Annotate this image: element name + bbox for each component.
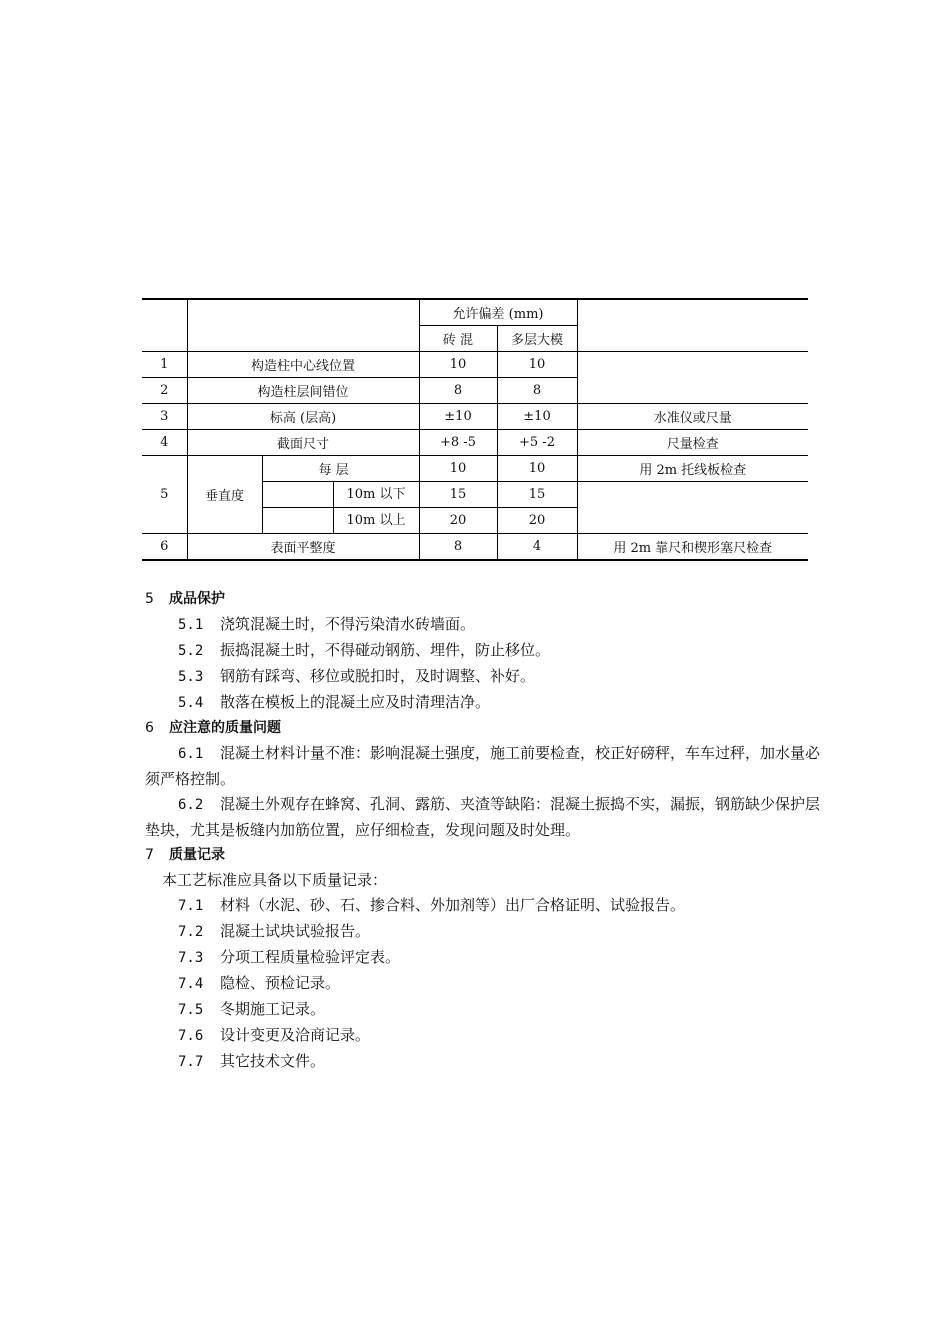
- header-multi: 多层大模: [497, 326, 577, 352]
- list-item: 7.4 隐检、预检记录。: [178, 974, 341, 992]
- row-item: 构造柱层间错位: [187, 378, 419, 404]
- row-item: 截面尺寸: [187, 430, 419, 456]
- row-item: 表面平整度: [187, 534, 419, 561]
- row-method: [577, 482, 808, 534]
- body-text: [145, 587, 820, 1075]
- list-item: 7.7 其它技术文件。: [178, 1052, 326, 1070]
- row-item: 垂直度: [187, 456, 262, 534]
- header-no-cell: [142, 299, 187, 352]
- row-method: [577, 352, 808, 378]
- row-brick: 8: [419, 378, 497, 404]
- row-brick: 10: [419, 456, 497, 482]
- height-split-cell: [262, 482, 419, 508]
- row-method: 用 2m 托线板检查: [577, 456, 808, 482]
- row-multi: 20: [497, 508, 577, 534]
- height-split-cell: [262, 508, 419, 534]
- list-item: 7.6 设计变更及洽商记录。: [178, 1026, 371, 1044]
- row-method: 尺量检查: [577, 430, 808, 456]
- list-item: 7.1 材料（水泥、砂、石、掺合料、外加剂等）出厂合格证明、试验报告。: [178, 896, 686, 914]
- row-multi: +5 -2: [497, 430, 577, 456]
- paragraph: 6.1 混凝土材料计量不准：影响混凝土强度，施工前要检查，校正好磅秤，车车过秤，加水量必须严格控制。: [145, 744, 821, 788]
- paragraph: 6.2 混凝土外观存在蜂窝、孔洞、露筋、夹渣等缺陷：混凝土振捣不实，漏振，钢筋缺少保护层垫块，尤其是板缝内加筋位置，应仔细检查，发现问题及时处理。: [145, 795, 821, 839]
- per-floor-label: 每 层: [262, 456, 419, 482]
- row-item: 构造柱中心线位置: [187, 352, 419, 378]
- section-heading: 7 质量记录: [145, 847, 225, 863]
- row-brick: 20: [419, 508, 497, 534]
- table-row: [142, 404, 808, 430]
- header-allowed-deviation: 允许偏差 (mm): [419, 299, 577, 326]
- table-row: [142, 352, 808, 378]
- tolerance-table: [142, 298, 808, 561]
- section-heading: 5 成品保护: [145, 591, 225, 607]
- list-item: 5.3 钢筋有踩弯、移位或脱扣时，及时调整、补好。: [178, 667, 536, 685]
- row-no: 6: [142, 534, 187, 561]
- list-item: 7.5 冬期施工记录。: [178, 1000, 326, 1018]
- table-row: [142, 534, 808, 561]
- row-method: [577, 378, 808, 404]
- above-10m-label: 10m 以上: [346, 513, 406, 528]
- row-brick: 8: [419, 534, 497, 561]
- header-item-cell: [187, 299, 419, 352]
- list-item: 7.2 混凝土试块试验报告。: [178, 922, 371, 940]
- header-method-cell: [577, 299, 808, 352]
- list-item: 5.4 散落在模板上的混凝土应及时清理洁净。: [178, 693, 491, 711]
- row-no: 5: [142, 456, 187, 534]
- row-method: 水准仪或尺量: [577, 404, 808, 430]
- blank-subcell: [263, 482, 334, 507]
- row-brick: ±10: [419, 404, 497, 430]
- row-no: 3: [142, 404, 187, 430]
- row-multi: 15: [497, 482, 577, 508]
- row-multi: 4: [497, 534, 577, 561]
- list-item: 5.1 浇筑混凝土时，不得污染清水砖墙面。: [178, 615, 476, 633]
- row-multi: 8: [497, 378, 577, 404]
- header-brick: 砖 混: [419, 326, 497, 352]
- list-item: 7.3 分项工程质量检验评定表。: [178, 948, 401, 966]
- row-multi: 10: [497, 352, 577, 378]
- row-item: 标高 (层高): [187, 404, 419, 430]
- table-row: [142, 430, 808, 456]
- row-brick: +8 -5: [419, 430, 497, 456]
- row-brick: 10: [419, 352, 497, 378]
- row-method: 用 2m 靠尺和楔形塞尺检查: [577, 534, 808, 561]
- section-heading: 6 应注意的质量问题: [145, 720, 281, 736]
- table-header-row: [142, 299, 808, 326]
- row-brick: 15: [419, 482, 497, 508]
- row-no: 2: [142, 378, 187, 404]
- blank-subcell: [263, 508, 334, 533]
- table-row: [142, 378, 808, 404]
- intro-text: 本工艺标准应具备以下质量记录：: [162, 871, 388, 889]
- row-no: 4: [142, 430, 187, 456]
- below-10m-label: 10m 以下: [346, 487, 406, 502]
- row-multi: ±10: [497, 404, 577, 430]
- table-row: [142, 456, 808, 482]
- row-no: 1: [142, 352, 187, 378]
- row-multi: 10: [497, 456, 577, 482]
- list-item: 5.2 振捣混凝土时，不得碰动钢筋、埋件，防止移位。: [178, 641, 551, 659]
